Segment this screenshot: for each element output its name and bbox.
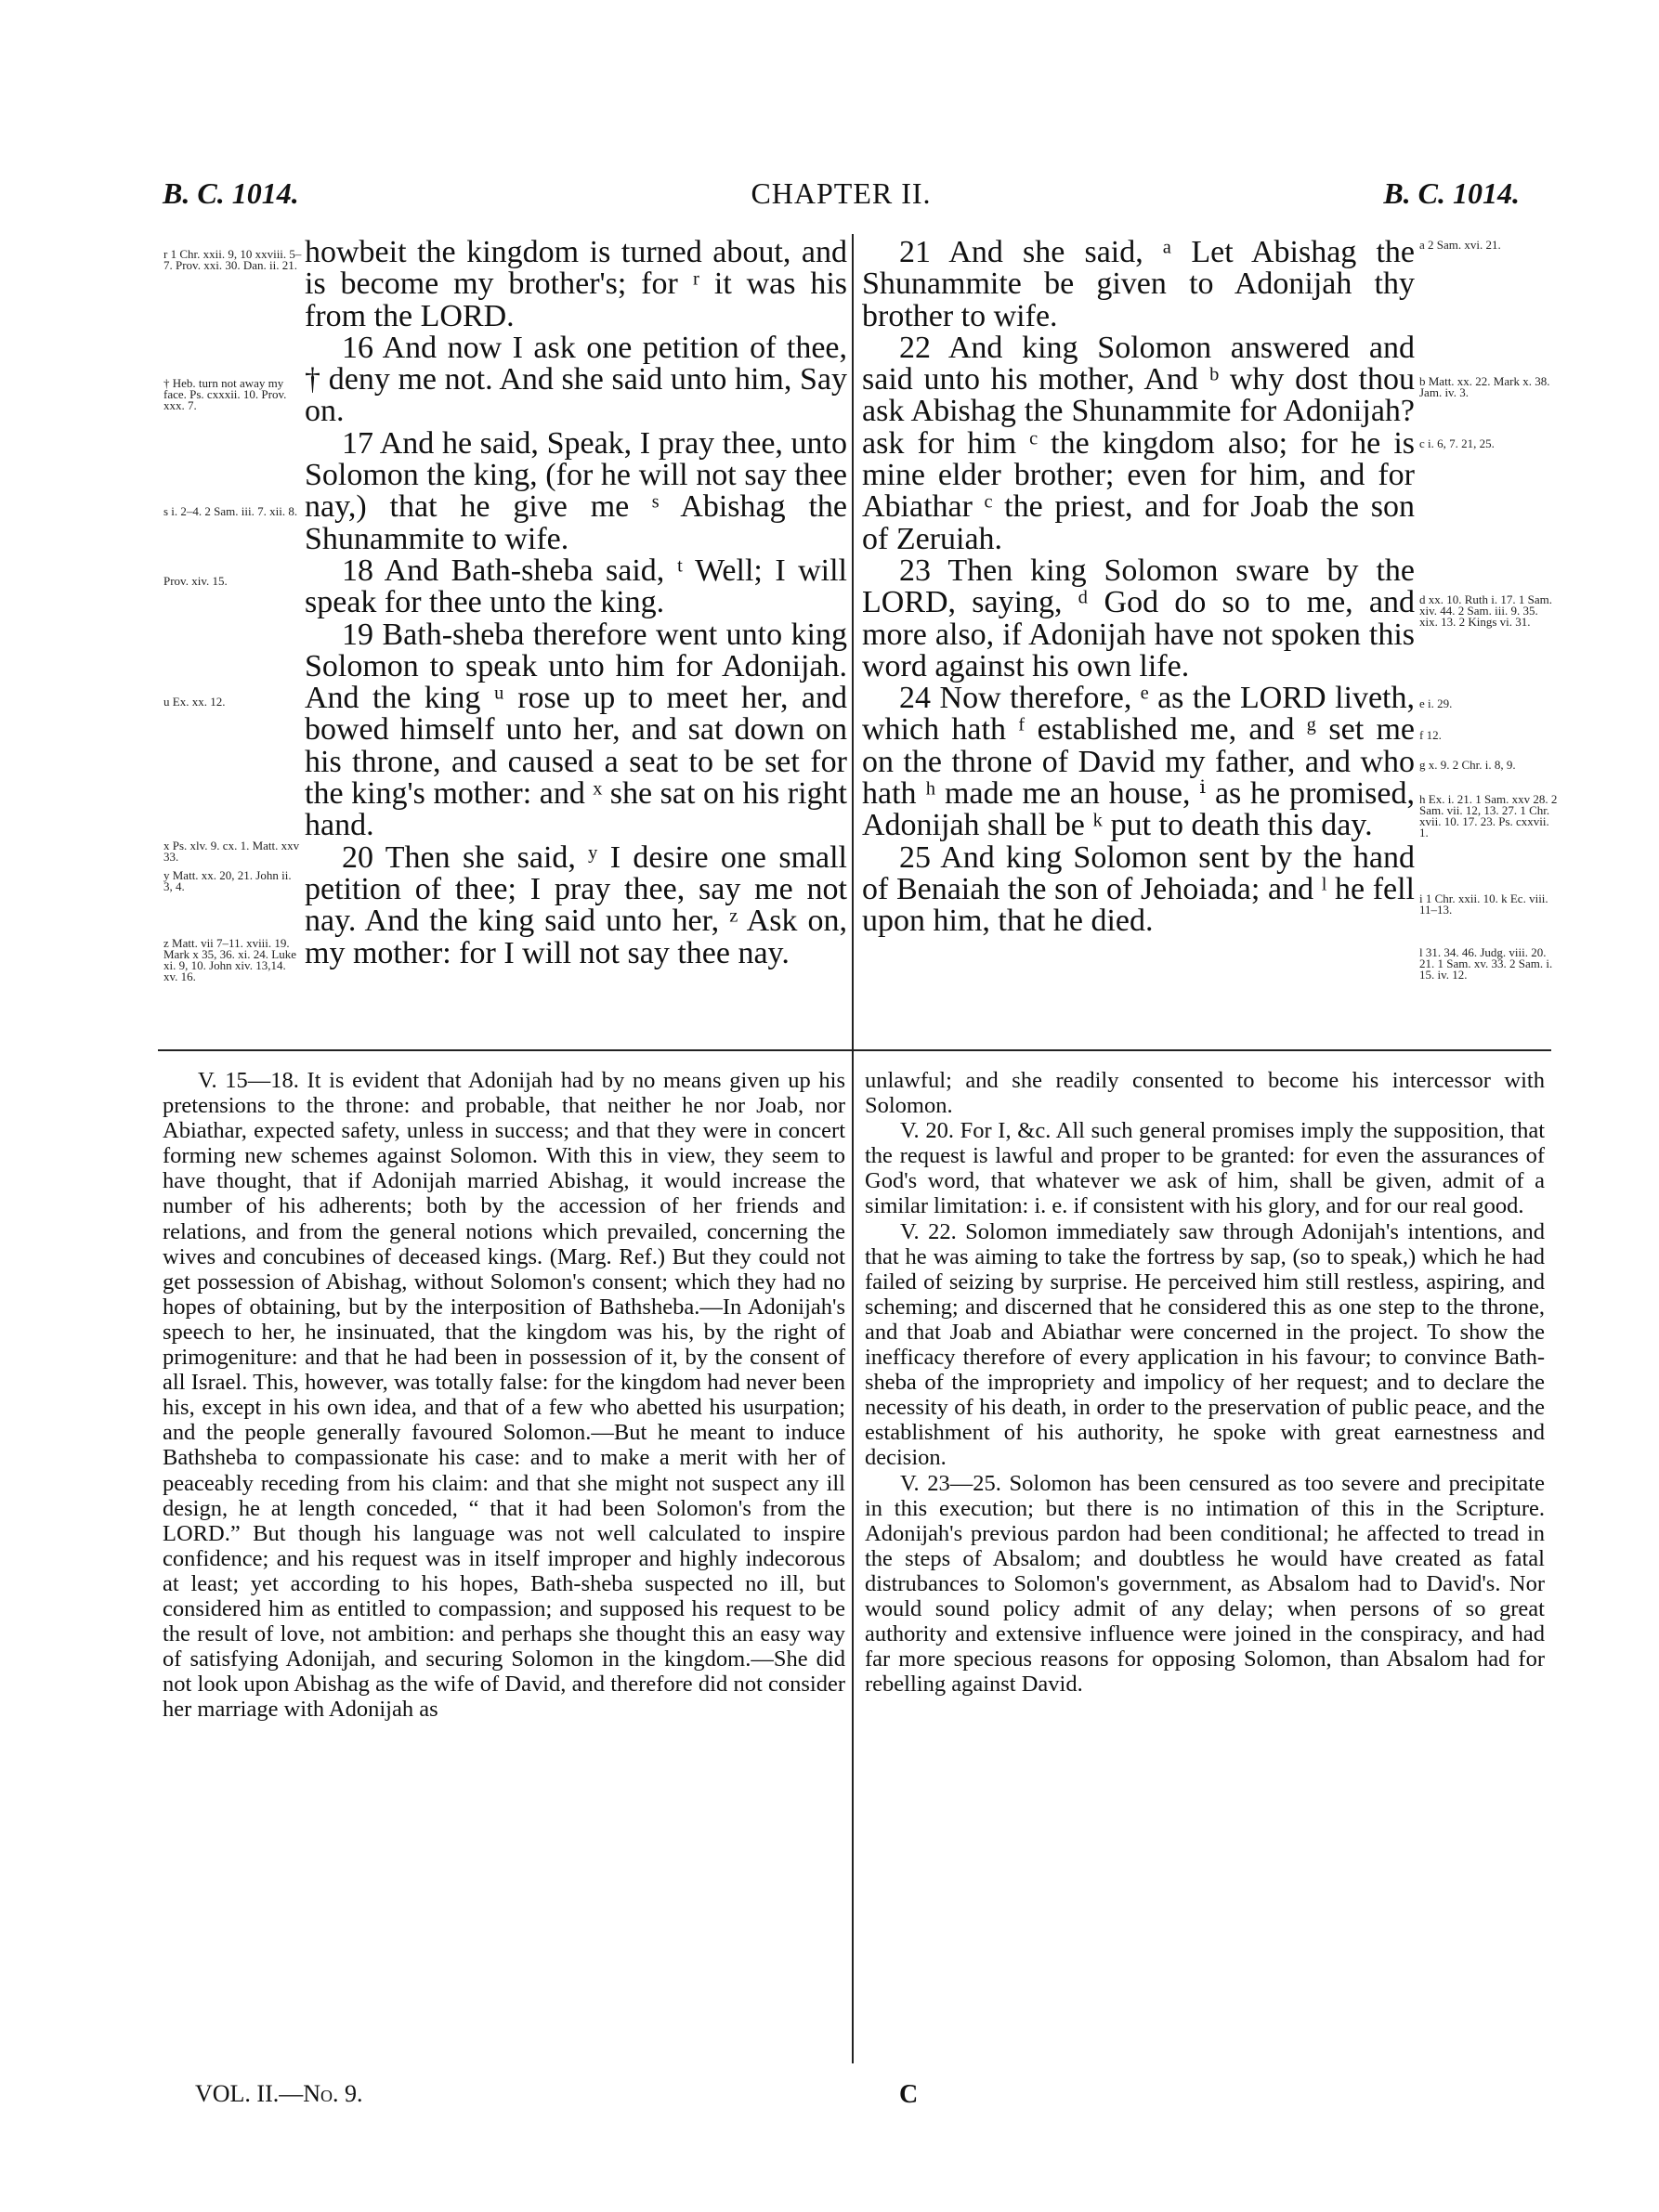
commentary-paragraph: V. 15—18. It is evident that Adonijah had by no means given up his pretensions to the throne: and probable, that neither he nor Joab, nor Abiathar, expected safety, unless in success; and that they were in concert forming new schemes against Solomon. With this in view, they seem to have thought, that if Adonijah married Abishag, it would increase the number of his adherents; both by the accession of her friends and relations, and from the general notions which prevailed, concerning the wives and concubines of deceased kings. (Marg. Ref.) But they could not get possession of Abishag, without Solomon's consent; which they had no hopes of obtaining, but by the interposition of Bathsheba.—In Adonijah's speech to her, he insinuated, that the kingdom was his, by the right of primogeniture: and that he had been in possession of it, by the consent of all Israel. This, however, was totally false: for the kingdom had never been his, except in his own idea, and that of a few who abetted his usurpation; and the people generally favoured Solomon.—But he meant to induce Bathsheba to compassionate his case: and to make a merit with her of peaceably receding from his claim: and that she might not suspect any ill design, he at length conceded, “ that it had been Solomon's from the LORD.” But though his language was not well calculated to inspire confidence; and his request was in itself improper and highly indecorous at least; yet according to his hopes, Bath-sheba suspected no ill, but considered him as entitled to compassion; and supposed his request to be the result of love, not ambition: and perhaps she thought this an easy way of satisfying Adonijah, and securing Solomon in the kingdom.—She did not look upon Abishag as the wife of David, and therefore did not consider her marriage with Adonijah as: [163, 1068, 845, 1723]
header-date-left: B. C. 1014.: [163, 176, 299, 210]
margin-reference: h Ex. i. 21. 1 Sam. xxv 28. 2 Sam. vii. 12, 13. 27. 1 Chr. xvii. 10. 17. 23. Ps. cxxvii. 1.: [1419, 792, 1558, 839]
commentary-paragraph: unlawful; and she readily consented to become his intercessor with Solomon.: [865, 1068, 1545, 1119]
margin-reference: Prov. xiv. 15.: [163, 574, 228, 588]
verse-text: 19 Bath-sheba therefore went unto king Solomon to speak unto him for Adonijah. And the king ᵘ rose up to meet her, and bowed himself unto her, and sat down on his throne, and caused a seat to be set for the king's mother: and ˣ she sat on his right hand.: [305, 617, 847, 843]
verse-text: 23 Then king Solomon sware by the LORD, saying, ᵈ God do so to me, and more also, if Adonijah have not spoken this word against his own life.: [862, 553, 1415, 683]
margin-reference: x Ps. xlv. 9. cx. 1. Matt. xxv 33.: [163, 839, 300, 864]
margin-reference: l 31. 34. 46. Judg. viii. 20. 21. 1 Sam. xv. 33. 2 Sam. i. 15. iv. 12.: [1419, 945, 1553, 982]
verse-text: 16 And now I ask one petition of thee, † deny me not. And she said unto him, Say on.: [305, 330, 847, 429]
margin-reference: s i. 2–4. 2 Sam. iii. 7. xii. 8.: [163, 504, 298, 518]
margin-reference: d xx. 10. Ruth i. 17. 1 Sam. xiv. 44. 2 Sam. iii. 9. 35. xix. 13. 2 Kings vi. 31.: [1419, 592, 1553, 629]
verse-text: 25 And king Solomon sent by the hand of Benaiah the son of Jehoiada; and ˡ he fell upon him, that he died.: [862, 839, 1415, 939]
commentary-paragraph: V. 22. Solomon immediately saw through Adonijah's intentions, and that he was aiming to take the fortress by sap, (so to speak,) which he had failed of seizing by surprise. He perceived him still restless, aspiring, and scheming; and discerned that he considered this as one step to the throne, and that Joab and Abiathar were concerned in the project. To show the inefficacy therefore of every application in his favour; to convince Bath-sheba of the impropriety and impolicy of her request; and to declare the necessity of his death, in order to the preservation of public peace, and the establishment of his authority, he spoke with great earnestness and decision.: [865, 1218, 1545, 1471]
verse-text: 18 And Bath-sheba said, ᵗ Well; I will speak for thee unto the king.: [305, 553, 847, 620]
margin-reference: e i. 29.: [1419, 696, 1453, 710]
margin-reference: b Matt. xx. 22. Mark x. 38. Jam. iv. 3.: [1419, 374, 1550, 399]
signature-mark: C: [899, 2080, 919, 2109]
margin-reference: c i. 6, 7. 21, 25.: [1419, 436, 1495, 450]
margin-reference: r 1 Chr. xxii. 9, 10 xxviii. 5–7. Prov. xxi. 30. Dan. ii. 21.: [163, 247, 302, 272]
commentary-paragraph: V. 23—25. Solomon has been censured as too severe and precipitate in this execution; but there is no intimation of this in the Scripture. Adonijah's previous pardon had been conditional; he affected to tread in the steps of Absalom; and doubtless he would have created as fatal distrubances to Solomon's government, as Absalom had to David's. Nor would sound policy admit of any delay; when persons of so great authority and extensive influence were joined in the conspiracy, and had far more specious reasons for opposing Solomon, than Absalom had for rebelling against David.: [865, 1470, 1545, 1698]
scripture-column-right: [862, 237, 1415, 938]
margin-reference: g x. 9. 2 Chr. i. 8, 9.: [1419, 758, 1516, 772]
volume-number: VOL. II.—No. 9.: [195, 2080, 363, 2107]
verse-text: howbeit the kingdom is turned about, and is become my brother's; for ʳ it was his from the LORD.: [305, 235, 847, 333]
verse-text: 20 Then she said, ʸ I desire one small petition of thee; I pray thee, say me not nay. And the king said unto her, ᶻ Ask on, my mother: for I will not say thee nay.: [305, 839, 847, 970]
verse-text: 17 And he said, Speak, I pray thee, unto Solomon the king, (for he will not say thee nay,) that he give me ˢ Abishag the Shunammite to wife.: [305, 425, 847, 556]
verse-text: 21 And she said, ᵃ Let Abishag the Shunammite be given to Adonijah thy brother to wife.: [862, 235, 1415, 333]
header-date-right: B. C. 1014.: [1383, 176, 1520, 210]
margin-reference: z Matt. vii 7–11. xviii. 19. Mark x 35, 36. xi. 24. Luke xi. 9, 10. John xiv. 13,14. xv. 16.: [163, 936, 296, 983]
commentary-column-left: [163, 1068, 845, 1722]
verse-text: 22 And king Solomon answered and said unto his mother, And ᵇ why dost thou ask Abishag the Shunammite for Adonijah? ask for him ᶜ the kingdom also; for he is mine elder brother; even for him, and for Abiathar ᶜ the priest, and for Joab the son of Zeruiah.: [862, 330, 1415, 556]
column-divider: [852, 234, 854, 2063]
margin-reference: f 12.: [1419, 728, 1442, 742]
scripture-column-left: [305, 237, 847, 969]
commentary-column-right: [865, 1068, 1545, 1697]
section-divider: [158, 1049, 1551, 1051]
commentary-paragraph: V. 20. For I, &c. All such general promises imply the supposition, that the request is lawful and proper to be granted: for even the assurances of God's word, that whatever we ask of him, shall be given, admit of a similar limitation: i. e. if consistent with his glory, and for our real good.: [865, 1118, 1545, 1219]
margin-reference: i 1 Chr. xxii. 10. k Ec. viii. 11–13.: [1419, 891, 1548, 917]
margin-reference: a 2 Sam. xvi. 21.: [1419, 238, 1501, 252]
margin-reference: † Heb. turn not away my face. Ps. cxxxii. 10. Prov. xxx. 7.: [163, 376, 287, 412]
margin-reference: y Matt. xx. 20, 21. John ii. 3, 4.: [163, 868, 292, 893]
margin-reference: u Ex. xx. 12.: [163, 695, 226, 709]
verse-text: 24 Now therefore, ᵉ as the LORD liveth, which hath ᶠ established me, and ᵍ set me on the throne of David my father, and who hath ʰ made me an house, ⁱ as he promised, Adonijah shall be ᵏ put to death this day.: [862, 681, 1415, 843]
running-header: [163, 176, 1520, 214]
chapter-title: CHAPTER II.: [751, 176, 932, 210]
